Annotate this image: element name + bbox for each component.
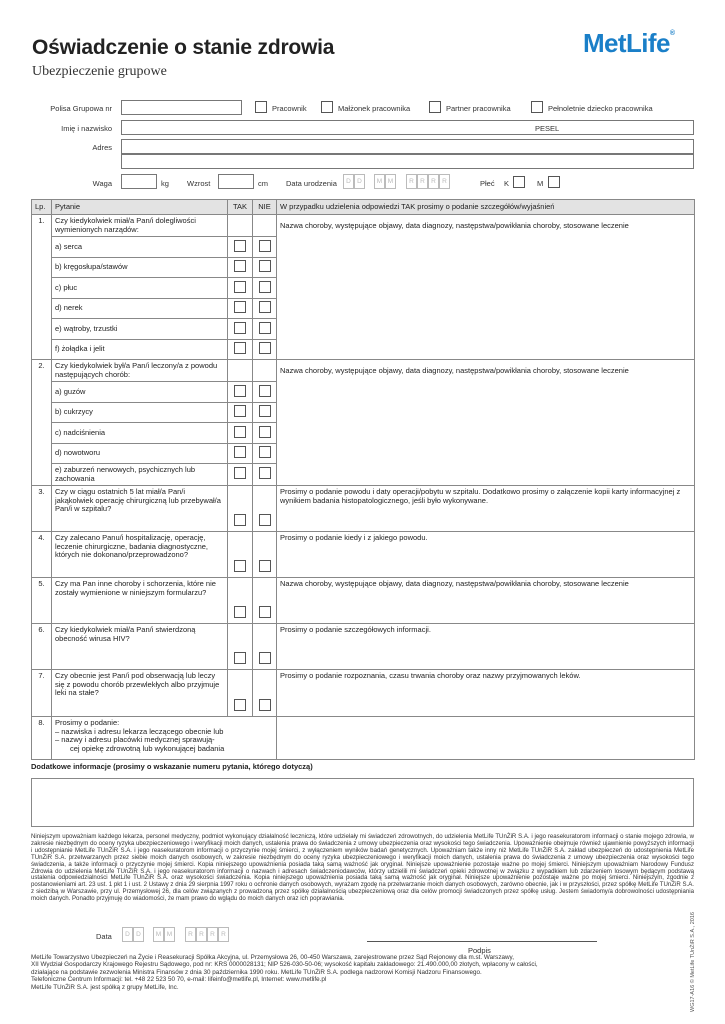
q5-no-checkbox[interactable] [259,606,271,618]
address-line1-field[interactable] [121,139,694,154]
role-partner-checkbox[interactable] [429,101,441,113]
header-lp: Lp. [32,200,52,215]
sign-year-1[interactable]: R [185,927,196,942]
sign-day-2[interactable]: D [133,927,144,942]
q1f-yes-checkbox[interactable] [234,342,246,354]
sign-day-1[interactable]: D [122,927,133,942]
q2-no-header-cell [253,360,277,382]
metlife-logo [583,28,674,59]
q3-no-checkbox[interactable] [259,514,271,526]
sign-month-2[interactable]: M [164,927,175,942]
page-title: Oświadczenie o stanie zdrowia [32,36,335,59]
dob-day-1[interactable]: D [343,174,354,189]
q2b-yes-checkbox[interactable] [234,405,246,417]
q2-item-c: c) nadciśnienia [52,423,228,444]
q1-item-e: e) wątroby, trzustki [52,319,228,340]
policy-number-field[interactable] [121,100,242,115]
header-no: NIE [253,200,277,215]
q3-yes-checkbox[interactable] [234,514,246,526]
q1-yes-header-cell [228,215,253,237]
sex-female-label: K [504,179,510,188]
q3-details-field[interactable] [277,486,695,532]
q2c-no-checkbox[interactable] [259,426,271,438]
q1-no-header-cell [253,215,277,237]
q1a-yes-checkbox[interactable] [234,240,246,252]
dob-year-3[interactable]: R [428,174,439,189]
q8-line3: cej opiekę zdrowotną lub wykonującej badania [70,743,225,753]
company-footer [31,954,631,991]
q8-title: Prosimy o podanie: [55,718,120,727]
signature-date-label: Data [96,932,112,941]
q2a-yes-checkbox[interactable] [234,385,246,397]
q2-text: Czy kiedykolwiek był/a Pan/i leczony/a z powodu następujących chorób: [52,360,228,382]
q6-number: 6. [32,624,52,670]
form-code: WG17-A16 © MetLife TUnŻiR S.A., 2016 [690,912,696,1012]
footer-line3: działające na podstawie zezwolenia Ministra Finansów z dnia 30 października 1990 roku. MetLife TUnŻiR S.A. podlega nadzorowi Komisji Nadzoru Finansowego. [31,968,482,976]
sign-month-1[interactable]: M [153,927,164,942]
q5-text: Czy ma Pan inne choroby i schorzenia, które nie zostały wymienione w niniejszym formularzu? [52,578,228,624]
signature-label: Podpis [468,946,491,955]
sign-year-3[interactable]: R [207,927,218,942]
q4-hint: Prosimy o podanie kiedy i z jakiego powodu. [280,533,428,542]
q7-number: 7. [32,670,52,717]
dob-year-1[interactable]: R [406,174,417,189]
q8-line2: – nazwy i adresu placówki medycznej sprawują- [55,735,215,744]
footer-line5: MetLife TUnŻiR S.A. jest spółką z grupy MetLife, Inc. [31,983,179,991]
q5-details-field[interactable] [277,578,695,624]
sex-male-label: M [537,179,544,188]
q8-text [52,717,277,760]
q2-number: 2. [32,360,52,486]
q1d-yes-checkbox[interactable] [234,301,246,313]
logo-mark: ® [669,30,675,37]
signature-line[interactable] [367,941,597,942]
footer-line1: MetLife Towarzystwo Ubezpieczeń na Życie i Reasekuracji Spółka Akcyjna, ul. Przemysłowa 26, 00-450 Warszawa, zarejestrowane przez Sąd Rejonowy dla m.st. Warszawy, [31,954,514,961]
q2a-no-checkbox[interactable] [259,385,271,397]
role-spouse-label: Małżonek pracownika [338,104,411,113]
address-label: Adres [92,143,112,152]
q1-item-f: f) żołądka i jelit [52,339,228,360]
height-field[interactable] [218,174,254,189]
name-label: Imię i nazwisko [61,124,112,133]
q2e-yes-checkbox[interactable] [234,467,246,479]
height-label: Wzrost [187,179,211,188]
q1b-yes-checkbox[interactable] [234,260,246,272]
additional-info-field[interactable] [31,778,694,827]
role-employee-checkbox[interactable] [255,101,267,113]
height-unit: cm [258,179,268,188]
dob-year-2[interactable]: R [417,174,428,189]
q8-line1: – nazwiska i adresu lekarza leczącego obecnie lub [55,726,224,736]
consent-text: Niniejszym upoważniam każdego lekarza, personel medyczny, podmiot wykonujący działalność leczniczą, które udzielały mi świadczeń zdrowotnych, do udzielenia MetLife TUnŻiR S.A. i jego reasekuratorom informacji o stanie mojego zdrowia, w zakresie niezbędnym do oceny ryzyka ubezpieczeniowego i weryfikacji moich danych, ustalenia prawa do świadczenia z umowy ubezpieczenia oraz wysokości tego świadczenia. Upoważnienie obejmuje również ujawnienie powyższych informacji i udostępnianie MetLife TUnŻiR S.A. i jego reasekuratorom informacji o przyczynie mojej śmierci, z wyłączeniem wyników badań genetycznych. Upoważniam także inny niż MetLife TUnŻiR S.A. zakład ubezpieczeń do udostępnienia MetLife TUnŻiR S.A. przetwarzanych przez siebie moich danych osobowych, w zakresie niezbędnym do oceny ryzyka ubezpieczeniowego i weryfikacji moich danych, ustalenia prawa do świadczenia z umowy ubezpieczenia oraz wysokości tego świadczenia, a także informacji o przyczynie mojej śmierci. Kopia niniejszego upoważnienia posiada taką samą ważność jak oryginał. Niniejsze upoważnienie pozostaje ważne po mojej śmierci. Niniejszym upoważniam Narodowy Fundusz Zdrowia do udzielenia MetLife TUnŻiR S.A. i jego reasekuratorom informacji o nazwach i adresach świadczeniodawców, którzy udzielili mi świadczeń opieki zdrowotnej w związku z wypadkiem lub zdarzeniem losowym będącym podstawą ustalenia odpowiedzialności MetLife TUnŻiR S.A. oraz wysokości świadczenia. Kopia niniejszego upoważnienia posiada taką samą ważność jak oryginał. Niniejsze upoważnienie pozostaje ważne po mojej śmierci. Niniejszym, zgodnie z postanowieniami art. 23 ust. 1 pkt 1 i ust. 2 Ustawy z dnia 29 sierpnia 1997 roku o ochronie danych osobowych, wyrażam zgodę na przetwarzanie moich danych osobowych, zarówno obecnie, jak i w przyszłości, przez spółkę MetLife TUnŻiR S.A. z siedzibą w Warszawie, przy ul. Przemysłowej 26, dla celów związanych z prowadzoną przez spółkę działalnością ubezpieczeniową oraz dla celów promocji świadczonych przez spółkę usług. Jestem świadomy/a dobrowolności udostępniania moich danych. Ponadto przyjmuję do wiadomości, że mam prawo do wglądu do moich danych oraz ich poprawiania. [31,833,694,903]
role-employee-label: Pracownik [272,104,307,113]
sex-label: Płeć [480,179,495,188]
sign-year-4[interactable]: R [218,927,229,942]
weight-unit: kg [161,179,169,188]
q1-hint: Nazwa choroby, występujące objawy, data diagnozy, następstwa/powikłania choroby, stosowane leczenie [280,221,629,230]
q1f-no-checkbox[interactable] [259,342,271,354]
q1c-no-checkbox[interactable] [259,281,271,293]
q7-no-checkbox[interactable] [259,699,271,711]
role-partner-label: Partner pracownika [446,104,511,113]
q3-number: 3. [32,486,52,532]
role-child-label: Pełnoletnie dziecko pracownika [548,104,653,113]
q2-yes-header-cell [228,360,253,382]
weight-label: Waga [92,179,112,188]
q1-details-field[interactable] [277,215,695,360]
q4-text: Czy zalecano Panu/i hospitalizację, operację, leczenie chirurgiczne, badania diagnostyczne, których nie dokonano/przeprowadzono? [52,532,228,578]
dob-year-4[interactable]: R [439,174,450,189]
q2b-no-checkbox[interactable] [259,405,271,417]
q3-text: Czy w ciągu ostatnich 5 lat miał/a Pan/i jakąkolwiek operację chirurgiczną lub przebywał/a Pan/i w szpitalu? [52,486,228,532]
dob-month-2[interactable]: M [385,174,396,189]
q5-hint: Nazwa choroby, występujące objawy, data diagnozy, następstwa/powikłania choroby, stosowane leczenie [280,579,629,588]
q6-no-checkbox[interactable] [259,652,271,664]
dob-month-1[interactable]: M [374,174,385,189]
q1e-no-checkbox[interactable] [259,322,271,334]
q6-hint: Prosimy o podanie szczegółowych informacji. [280,625,431,634]
address-line2-field[interactable] [121,154,694,169]
additional-info-label: Dodatkowe informacje (prosimy o wskazanie numeru pytania, którego dotyczą) [31,762,313,771]
q1-item-a: a) serca [52,237,228,258]
q8-details-field[interactable] [277,717,695,760]
q3-hint: Prosimy o podanie powodu i daty operacji/pobytu w szpitalu. Dodatkowo prosimy o załączenie kopii karty informacyjnej z wynikiem badania histopatologicznego, jeśli było wykonywane. [280,487,681,505]
q4-details-field[interactable] [277,532,695,578]
q1e-yes-checkbox[interactable] [234,322,246,334]
weight-field[interactable] [121,174,157,189]
health-questionnaire-table [31,199,695,760]
q2c-yes-checkbox[interactable] [234,426,246,438]
q2-item-b: b) cukrzycy [52,402,228,423]
q2-hint: Nazwa choroby, występujące objawy, data diagnozy, następstwa/powikłania choroby, stosowane leczenie [280,366,629,375]
q1a-no-checkbox[interactable] [259,240,271,252]
q2-item-d: d) nowotworu [52,443,228,464]
q1-item-b: b) kręgosłupa/stawów [52,257,228,278]
q1c-yes-checkbox[interactable] [234,281,246,293]
q6-text: Czy kiedykolwiek miał/a Pan/i stwierdzoną obecność wirusa HIV? [52,624,228,670]
q8-number: 8. [32,717,52,760]
q1-text: Czy kiedykolwiek miał/a Pan/i dolegliwości wymienionych narządów: [52,215,228,237]
sex-male-checkbox[interactable] [548,176,560,188]
logo-text: MetLife [583,28,670,58]
q6-yes-checkbox[interactable] [234,652,246,664]
policy-label: Polisa Grupowa nr [50,104,112,113]
sex-female-checkbox[interactable] [513,176,525,188]
dob-label: Data urodzenia [286,179,337,188]
q7-details-field[interactable] [277,670,695,717]
q1d-no-checkbox[interactable] [259,301,271,313]
q2d-yes-checkbox[interactable] [234,446,246,458]
q1-number: 1. [32,215,52,360]
q4-number: 4. [32,532,52,578]
q7-text: Czy obecnie jest Pan/i pod obserwacją lub leczy się z powodu chorób przewlekłych albo przyjmuje leki na stałe? [52,670,228,717]
page-subtitle: Ubezpieczenie grupowe [32,64,167,79]
header-details: W przypadku udzielenia odpowiedzi TAK prosimy o podanie szczegółów/wyjaśnień [277,200,695,215]
q2d-no-checkbox[interactable] [259,446,271,458]
full-name-field[interactable] [121,120,694,135]
q5-yes-checkbox[interactable] [234,606,246,618]
q4-yes-checkbox[interactable] [234,560,246,572]
q2-item-e: e) zaburzeń nerwowych, psychicznych lub zachowania [52,464,228,486]
q6-details-field[interactable] [277,624,695,670]
q2e-no-checkbox[interactable] [259,467,271,479]
q1-item-c: c) płuc [52,278,228,299]
q1-item-d: d) nerek [52,298,228,319]
q7-hint: Prosimy o podanie rozpoznania, czasu trwania choroby oraz nazwy przyjmowanych leków. [280,671,581,680]
footer-line4: Telefoniczne Centrum Informacji: tel. +48 22 523 50 70, e-mail: lifeinfo@metlife.pl, Internet: www.metlife.pl [31,976,327,984]
q1b-no-checkbox[interactable] [259,260,271,272]
footer-line2: XII Wydział Gospodarczy Krajowego Rejestru Sądowego, pod nr: KRS 0000028131; NIP 526-030-50-06; wysokość kapitału zakładowego: 21.490.000,00 złotych, wpłacony w całości, [31,961,538,969]
header-yes: TAK [228,200,253,215]
q2-item-a: a) guzów [52,382,228,403]
q4-no-checkbox[interactable] [259,560,271,572]
role-child-checkbox[interactable] [531,101,543,113]
dob-day-2[interactable]: D [354,174,365,189]
role-spouse-checkbox[interactable] [321,101,333,113]
header-question: Pytanie [52,200,228,215]
pesel-label: PESEL [535,124,560,133]
q7-yes-checkbox[interactable] [234,699,246,711]
q2-details-field[interactable] [277,360,695,486]
sign-year-2[interactable]: R [196,927,207,942]
q5-number: 5. [32,578,52,624]
